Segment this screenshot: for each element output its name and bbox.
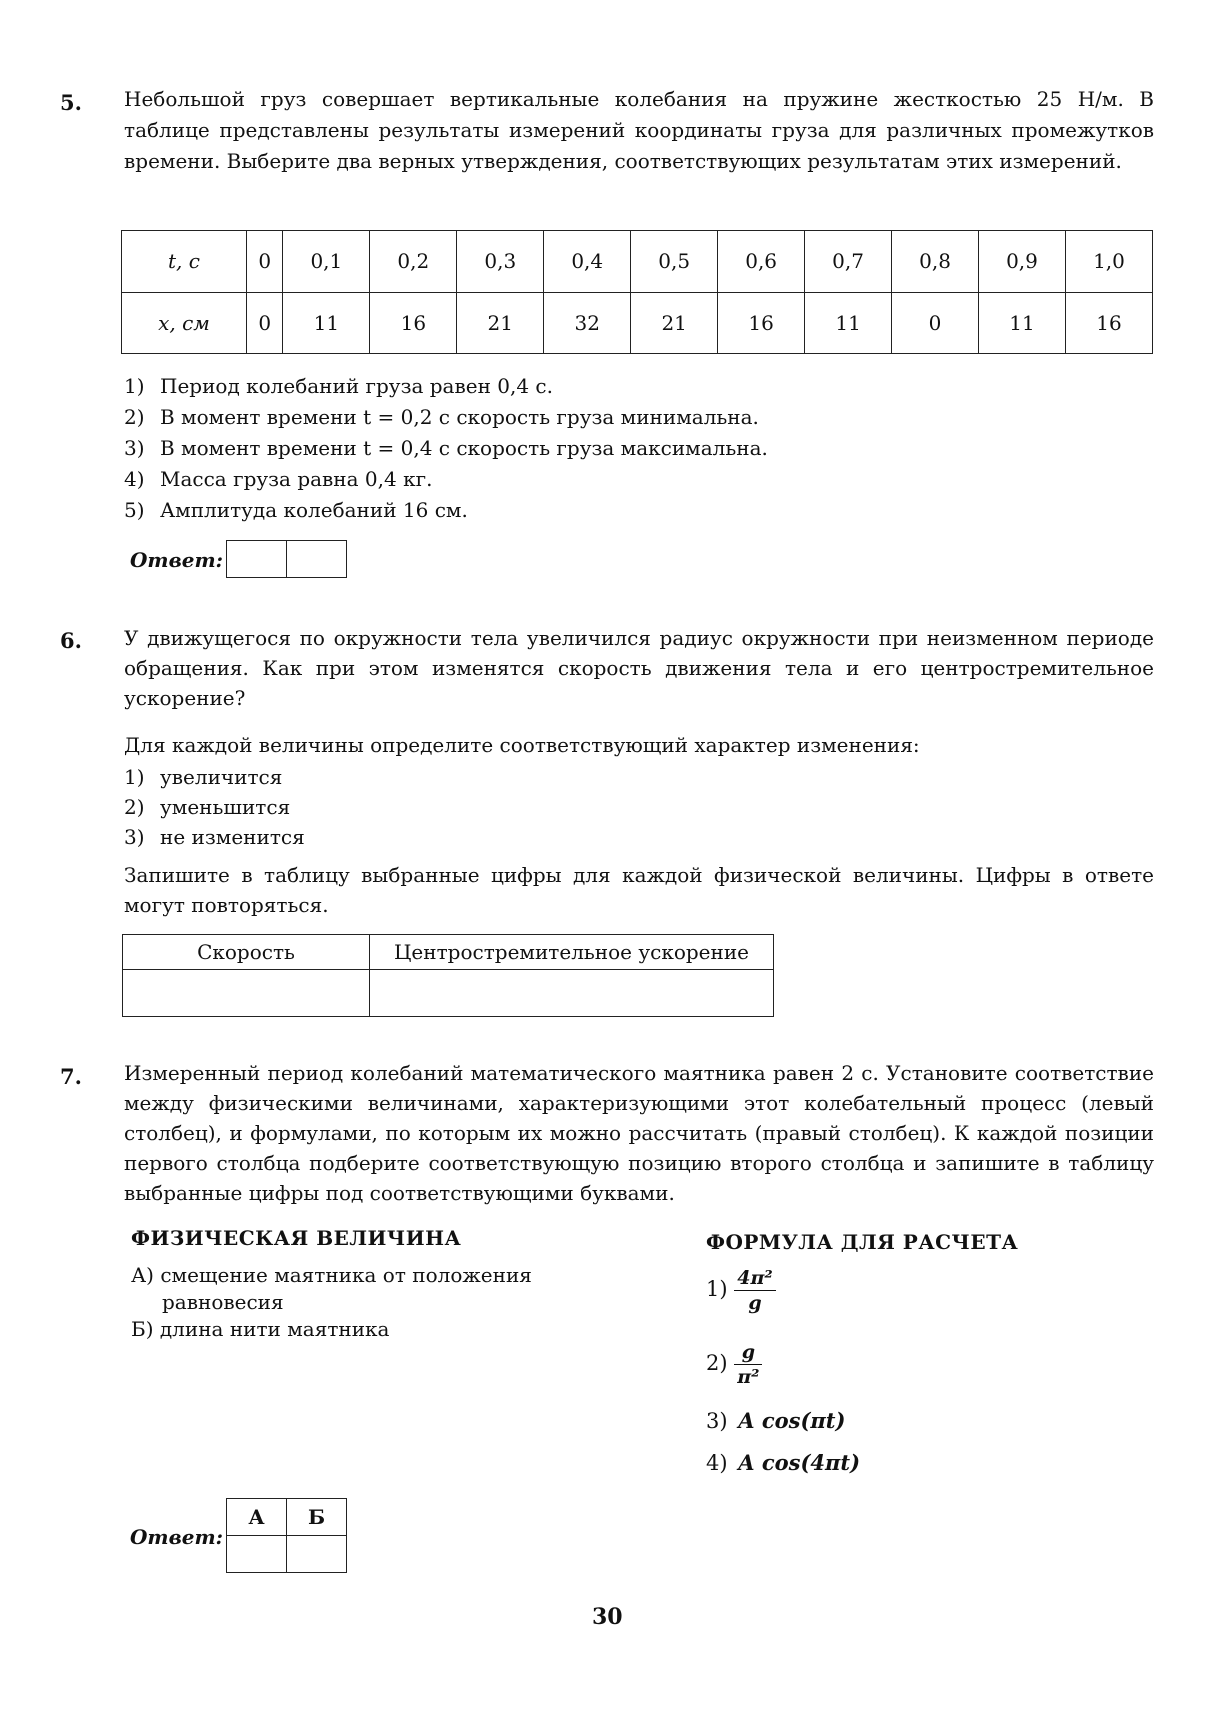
option-number: 5) bbox=[124, 498, 145, 522]
option-text: Период колебаний груза равен 0,4 с. bbox=[160, 374, 553, 398]
q5-option-5 bbox=[124, 498, 468, 522]
option-text: В момент времени t = 0,4 с скорость груза максимальна. bbox=[160, 436, 768, 460]
time-cell: 0,7 bbox=[805, 231, 892, 293]
q5-option-1 bbox=[124, 374, 553, 398]
answer-header-a: А bbox=[227, 1499, 287, 1536]
fraction-denominator: g bbox=[748, 1292, 762, 1314]
coordinate-cell: 0 bbox=[247, 292, 283, 354]
question-5-text: Небольшой груз совершает вертикальные колебания на пружине жесткостью 25 Н/м. В таблице представлены результаты измерений координаты груза для различных промежутков времени. Выберите два верных утверждения, соответствующих результатам этих измерений. bbox=[124, 87, 1154, 173]
formula-number: 1) bbox=[706, 1277, 728, 1301]
time-header: t, с bbox=[122, 231, 247, 293]
page-number: 30 bbox=[592, 1604, 623, 1630]
time-cell: 0,4 bbox=[544, 231, 631, 293]
question-5-number: 5. bbox=[60, 90, 82, 115]
fraction bbox=[734, 1266, 775, 1315]
time-cell: 0,2 bbox=[370, 231, 457, 293]
item-text: длина нити маятника bbox=[159, 1317, 390, 1341]
coordinate-cell: 16 bbox=[370, 292, 457, 354]
option-text: Амплитуда колебаний 16 см. bbox=[160, 498, 468, 522]
q5-option-3 bbox=[124, 436, 768, 460]
time-cell: 0,9 bbox=[979, 231, 1066, 293]
answer-cell-b[interactable] bbox=[287, 1536, 347, 1573]
option-number: 1) bbox=[124, 765, 145, 789]
item-letter: А) bbox=[131, 1263, 154, 1287]
option-text: уменьшится bbox=[160, 795, 291, 819]
question-6-instruction: Для каждой величины определите соответствующий характер изменения: bbox=[124, 733, 920, 757]
measurement-table bbox=[121, 230, 1153, 354]
formula-heading: ФОРМУЛА ДЛЯ РАСЧЕТА bbox=[706, 1230, 1019, 1254]
q5-answer-boxes bbox=[226, 540, 347, 578]
acceleration-header: Центростремительное ускорение bbox=[370, 935, 774, 970]
item-text: смещение маятника от положения bbox=[160, 1263, 532, 1287]
q7-answer-boxes bbox=[226, 1498, 347, 1573]
formula-number: 4) bbox=[706, 1451, 728, 1475]
option-text: Масса груза равна 0,4 кг. bbox=[160, 467, 433, 491]
item-letter: Б) bbox=[131, 1317, 154, 1341]
coordinate-cell: 32 bbox=[544, 292, 631, 354]
q5-answer-label: Ответ: bbox=[130, 548, 223, 572]
answer-table-input-row bbox=[123, 970, 774, 1017]
formula-number: 3) bbox=[706, 1409, 728, 1433]
time-row bbox=[122, 231, 1153, 293]
question-6-note: Запишите в таблицу выбранные цифры для каждой физической величины. Цифры в ответе могут повторяться. bbox=[124, 863, 1154, 917]
time-cell: 0,8 bbox=[892, 231, 979, 293]
formula-number: 2) bbox=[706, 1351, 728, 1375]
time-cell: 0,1 bbox=[283, 231, 370, 293]
quantity-item-a bbox=[131, 1262, 532, 1316]
coordinate-cell: 21 bbox=[631, 292, 718, 354]
speed-answer-cell[interactable] bbox=[123, 970, 370, 1017]
formula-2 bbox=[706, 1340, 762, 1389]
coordinate-header: x, см bbox=[122, 292, 247, 354]
q7-answer-label: Ответ: bbox=[130, 1525, 223, 1549]
coordinate-cell: 16 bbox=[718, 292, 805, 354]
quantity-item-b bbox=[131, 1317, 389, 1341]
formula-1 bbox=[706, 1266, 776, 1315]
option-number: 1) bbox=[124, 374, 145, 398]
coordinate-cell: 11 bbox=[805, 292, 892, 354]
fraction-numerator: 4π² bbox=[734, 1266, 775, 1291]
question-6-text: У движущегося по окружности тела увеличился радиус окружности при неизменном периоде обращения. Как при этом изменятся скорость движения тела и его центростремительное ускорение? bbox=[124, 626, 1154, 710]
answer-cell[interactable] bbox=[227, 541, 287, 578]
speed-header: Скорость bbox=[123, 935, 370, 970]
formula-expression: A cos(4πt) bbox=[738, 1450, 861, 1475]
quantity-heading: ФИЗИЧЕСКАЯ ВЕЛИЧИНА bbox=[131, 1226, 462, 1250]
coordinate-row bbox=[122, 292, 1153, 354]
item-text-continued: равновесия bbox=[162, 1290, 284, 1314]
coordinate-cell: 16 bbox=[1065, 292, 1152, 354]
answer-cell[interactable] bbox=[287, 541, 347, 578]
question-6-number: 6. bbox=[60, 628, 82, 653]
coordinate-cell: 11 bbox=[979, 292, 1066, 354]
q6-option-2 bbox=[124, 795, 290, 819]
answer-header-b: Б bbox=[287, 1499, 347, 1536]
coordinate-cell: 11 bbox=[283, 292, 370, 354]
acceleration-answer-cell[interactable] bbox=[370, 970, 774, 1017]
q5-option-2 bbox=[124, 405, 759, 429]
formula-3 bbox=[706, 1408, 845, 1433]
option-text: не изменится bbox=[160, 825, 305, 849]
option-text: увеличится bbox=[160, 765, 283, 789]
formula-4 bbox=[706, 1450, 860, 1475]
time-cell: 0,6 bbox=[718, 231, 805, 293]
time-cell: 0,3 bbox=[457, 231, 544, 293]
question-7-text: Измеренный период колебаний математического маятника равен 2 с. Установите соответствие между физическими величинами, характеризующими этот колебательный процесс (левый столбец), и формулами, по которым их можно рассчитать (правый столбец). К каждой позиции первого столбца подберите соответствующую позицию второго столбца и запишите в таблицу выбранные цифры под соответствующими буквами. bbox=[124, 1061, 1154, 1205]
answer-cell-a[interactable] bbox=[227, 1536, 287, 1573]
option-number: 3) bbox=[124, 436, 145, 460]
answer-table-header-row bbox=[123, 935, 774, 970]
option-number: 3) bbox=[124, 825, 145, 849]
fraction-denominator: π² bbox=[737, 1366, 760, 1388]
q6-option-1 bbox=[124, 765, 282, 789]
coordinate-cell: 0 bbox=[892, 292, 979, 354]
fraction-numerator: g bbox=[734, 1340, 762, 1365]
fraction bbox=[734, 1340, 762, 1389]
option-number: 4) bbox=[124, 467, 145, 491]
time-cell: 1,0 bbox=[1065, 231, 1152, 293]
option-number: 2) bbox=[124, 405, 145, 429]
option-text: В момент времени t = 0,2 с скорость груза минимальна. bbox=[160, 405, 759, 429]
time-cell: 0 bbox=[247, 231, 283, 293]
formula-expression: A cos(πt) bbox=[738, 1408, 846, 1433]
q6-option-3 bbox=[124, 825, 305, 849]
coordinate-cell: 21 bbox=[457, 292, 544, 354]
option-number: 2) bbox=[124, 795, 145, 819]
q6-answer-table bbox=[122, 934, 774, 1017]
time-cell: 0,5 bbox=[631, 231, 718, 293]
question-7-number: 7. bbox=[60, 1064, 82, 1089]
q5-option-4 bbox=[124, 467, 432, 491]
